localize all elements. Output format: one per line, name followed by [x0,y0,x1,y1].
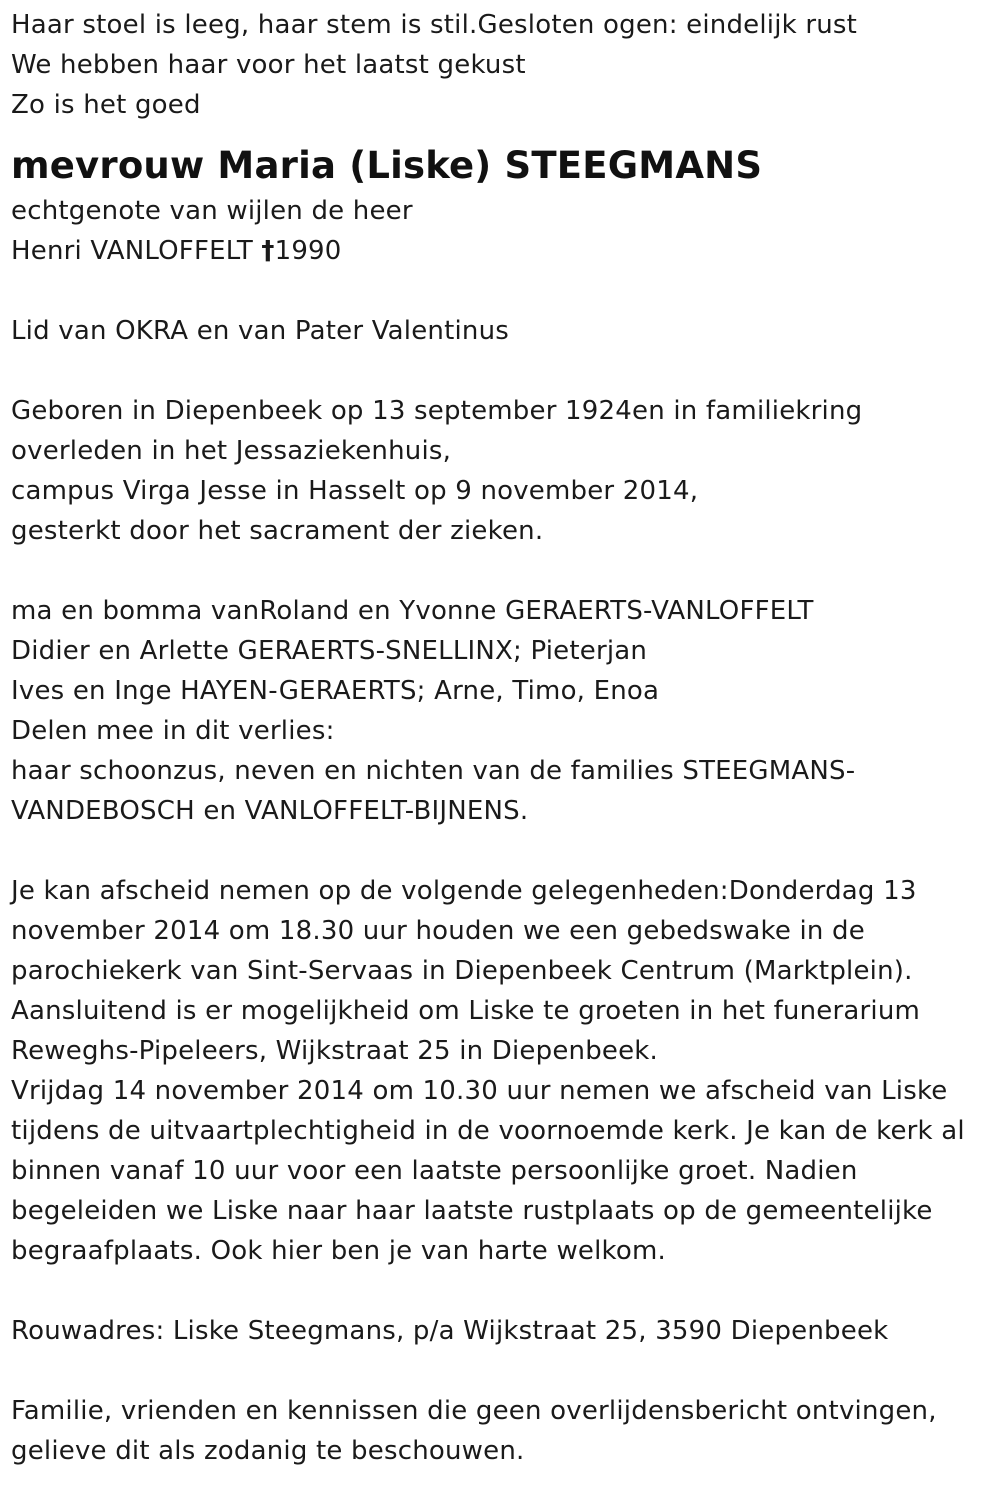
closing-line: gelieve dit als zodanig te beschouwen. [11,1436,525,1466]
farewell-line: begraafplaats. Ook hier ben je van harte welkom. [11,1236,666,1266]
farewell-line: Vrijdag 14 november 2014 om 10.30 uur nemen we afscheid van Liske [11,1076,948,1106]
spacer [11,1351,986,1391]
spouse-name: Henri VANLOFFELT [11,236,262,266]
family-line: Ives en Inge HAYEN-GERAERTS; Arne, Timo, Enoa [11,676,660,706]
spouse-info [11,191,986,271]
farewell-line: binnen vanaf 10 uur voor een laatste persoonlijke groet. Nadien [11,1156,858,1186]
family-section [11,591,986,831]
closing-section [11,1391,986,1471]
family-line: Delen mee in dit verlies: [11,716,335,746]
farewell-line: Reweghs-Pipeleers, Wijkstraat 25 in Diepenbeek. [11,1036,659,1066]
birth-death-line: campus Virga Jesse in Hasselt op 9 november 2014, [11,476,699,506]
birth-death-line: Geboren in Diepenbeek op 13 september 1924en in familiekring [11,396,863,426]
spacer [11,271,986,311]
spacer [11,1271,986,1311]
family-line: ma en bomma vanRoland en Yvonne GERAERTS-VANLOFFELT [11,596,814,626]
farewell-line: Je kan afscheid nemen op de volgende gelegenheden:Donderdag 13 [11,876,917,906]
spacer [11,551,986,591]
closing-line: Familie, vrienden en kennissen die geen overlijdensbericht ontvingen, [11,1396,937,1426]
birth-death-section [11,391,986,551]
family-line: haar schoonzus, neven en nichten van de families STEEGMANS- [11,756,856,786]
membership: Lid van OKRA en van Pater Valentinus [11,316,510,346]
poem-line: Zo is het goed [11,90,201,120]
poem-line: We hebben haar voor het laatst gekust [11,50,526,80]
deceased-name: mevrouw Maria (Liske) STEEGMANS [11,144,763,187]
death-notice [11,5,986,1471]
spouse-intro: echtgenote van wijlen de heer [11,196,413,226]
spouse-death-year: 1990 [274,236,342,266]
poem [11,5,986,125]
farewell-line: parochiekerk van Sint-Servaas in Diepenbeek Centrum (Marktplein). [11,956,913,986]
spacer [11,831,986,871]
cross-icon: † [261,236,275,266]
birth-death-line: overleden in het Jessaziekenhuis, [11,436,452,466]
birth-death-line: gesterkt door het sacrament der zieken. [11,516,544,546]
family-line: Didier en Arlette GERAERTS-SNELLINX; Pieterjan [11,636,648,666]
mourning-address: Rouwadres: Liske Steegmans, p/a Wijkstraat 25, 3590 Diepenbeek [11,1316,889,1346]
family-line: VANDEBOSCH en VANLOFFELT-BIJNENS. [11,796,529,826]
farewell-line: tijdens de uitvaartplechtigheid in de voornoemde kerk. Je kan de kerk al [11,1116,965,1146]
farewell-line: november 2014 om 18.30 uur houden we een gebedswake in de [11,916,865,946]
poem-line: Haar stoel is leeg, haar stem is stil.Gesloten ogen: eindelijk rust [11,10,858,40]
farewell-line: Aansluitend is er mogelijkheid om Liske te groeten in het funerarium [11,996,921,1026]
spacer [11,351,986,391]
farewell-section [11,871,986,1271]
farewell-line: begeleiden we Liske naar haar laatste rustplaats op de gemeentelijke [11,1196,933,1226]
spouse-line [11,231,986,271]
